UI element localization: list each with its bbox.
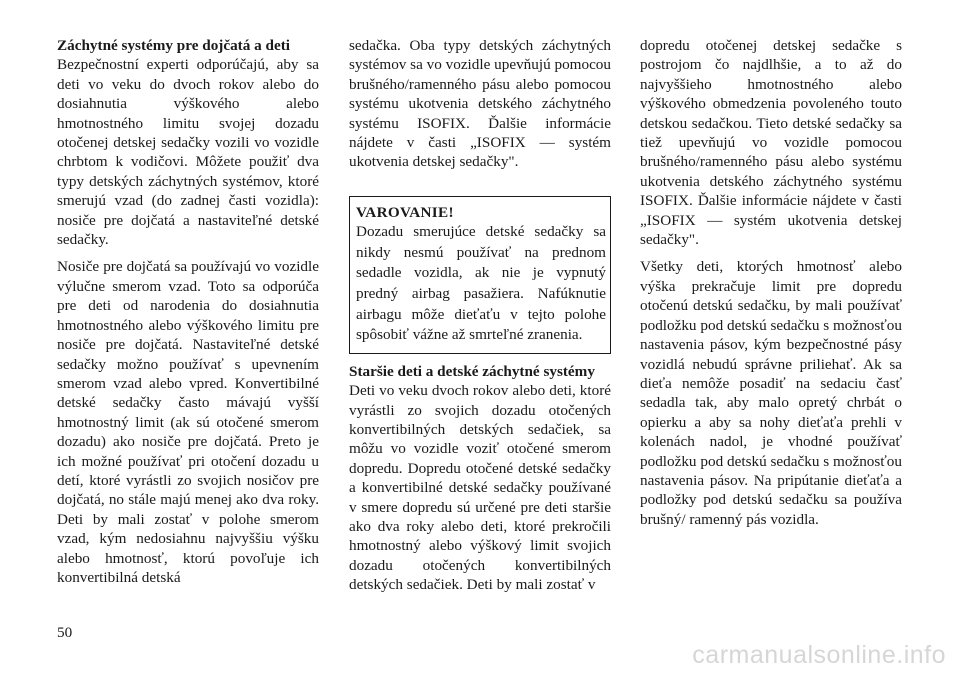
paragraph: sedačka. Oba typy detských záchytných systémov sa vo vozidle upevňujú pomocou brušného/ramenného pásu alebo pomocou systému ukotvenia detského záchytného systému ISOFIX. Ďalšie informácie nájdete v časti „ISOFIX — systém ukotvenia detskej sedačky". (349, 37, 611, 171)
paragraph: Všetky deti, ktorých hmotnosť alebo výška prekračuje limit pre dopredu otočenú detskú sedačku, by mali používať podložku pod detskú sedačku s možnosťou nastavenia pásov, kým bezpečnostné pásy vozidlá nebudú správne priliehať. Ak sa dieťa nemôže posadiť na sedaciu časť sedadla tak, aby malo opretý chrbát o opierku a aby sa nohy dieťaťa prehli v kolenách nadol, je vhodné používať podložku pod detskú sedačku s možnosťou nastavenia pásov. Na pripútanie dieťaťa a podložky pod detskú sedačku sa používa brušný/ ramenný pás vozidla. (640, 258, 902, 528)
watermark: carmanualsonline.info (692, 641, 946, 669)
page-number: 50 (57, 624, 73, 641)
section-heading-older-children: Staršie deti a detské záchytné systémy (349, 362, 595, 380)
paragraph: Bezpečnostní experti odporúčajú, aby sa deti vo veku do dvoch rokov alebo do dosiahnutia výškového alebo hmotnostného limitu svojej dozadu otočenej detskej sedačky vozili vo vozidle chrbtom k vodičovi. Môžete použiť dva typy detských záchytných systémov, ktoré smerujú vzad (do zadnej časti vozidla): nosiče pre dojčatá a nastaviteľné detské sedačky. (57, 56, 319, 249)
section-heading-infant-restraints: Záchytné systémy pre dojčatá a deti (57, 37, 290, 54)
paragraph: Deti vo veku dvoch rokov alebo deti, ktoré vyrástli zo svojich dozadu otočených konvertibilných detských sedačiek, sa môžu vo vozidle voziť otočené smerom dopredu. Dopredu otočené detské sedačky a konvertibilné detské sedačky používané v smere dopredu sú určené pre deti staršie ako dva roky alebo deti, ktoré prekročili hmotnostný alebo výškový limit svojich dozadu otočených konvertibilných detských sedačiek. Deti by mali zostať v (349, 382, 611, 594)
column-middle (349, 36, 611, 603)
paragraph: dopredu otočenej detskej sedačke s postrojom čo najdlhšie, a to až do najvyššieho hmotnostného alebo výškového obmedzenia povoleného touto detskou sedačkou. Tieto detské sedačky sa tiež upevňujú vo vozidle pomocou brušného/ramenného pásu alebo systému ukotvenia detského záchytného systému ISOFIX. Ďalšie informácie nájdete v časti „ISOFIX — systém ukotvenia detskej sedačky". (640, 37, 902, 249)
warning-text: Dozadu smerujúce detské sedačky sa nikdy nesmú používať na prednom sedadle vozidla, ak nie je vypnutý predný airbag pasažiera. Nafúknutie airbagu môže dieťaťu v tejto polohe spôsobiť vážne až smrteľné zranenia. (356, 223, 606, 344)
column-left (57, 36, 319, 595)
warning-box (349, 196, 611, 354)
warning-title: VAROVANIE! (356, 203, 454, 221)
paragraph: Nosiče pre dojčatá sa používajú vo vozidle výlučne smerom vzad. Toto sa odporúča pre deti od narodenia do dosiahnutia hmotnostného alebo výškového limitu pre nosiče pre dojčatá. Nastaviteľné detské sedačky možno používať s upevnením smerom vzad alebo vpred. Konvertibilné detské sedačky často mávajú vyšší hmotnostný limit (ak sú otočené smerom dozadu) ako nosiče pre dojčatá. Preto je ich možné používať pri otočení dozadu u detí, ktoré vyrástli zo svojich nosičov pre dojčatá, no stále majú menej ako dva roky. Deti by mali zostať v polohe smerom vzad, kým nedosiahnu najvyššiu výšku alebo hmotnosť, ktorú povoľuje ich konvertibilná detská (57, 258, 319, 586)
column-right (640, 36, 902, 537)
